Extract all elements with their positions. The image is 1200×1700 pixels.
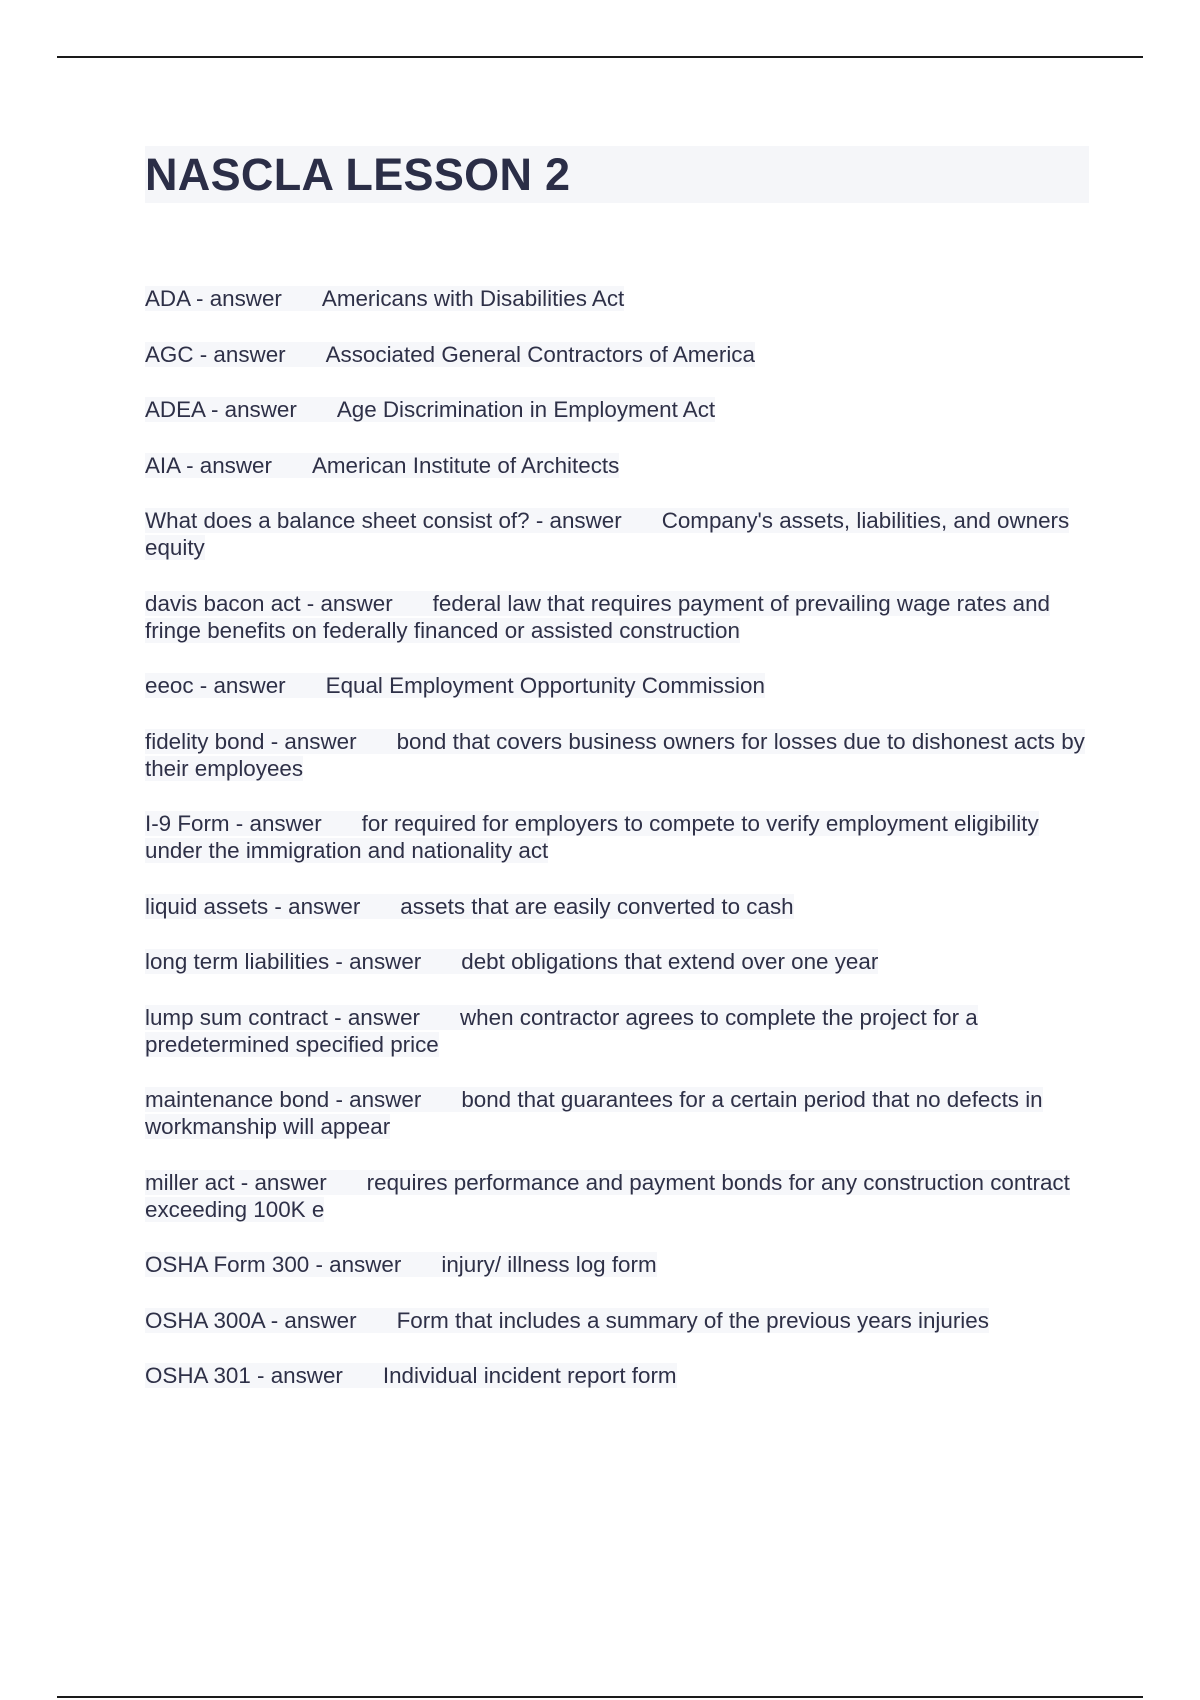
flashcard-list: [145, 285, 1089, 1389]
definition: Individual incident report form: [382, 1363, 677, 1388]
term: davis bacon act - answer: [145, 590, 393, 616]
definition: debt obligations that extend over one year: [461, 949, 879, 974]
definition: bond that guarantees for a certain period that no defects in workmanship will appear: [145, 1087, 1043, 1139]
term: AGC - answer: [145, 341, 286, 367]
term: miller act - answer: [145, 1169, 327, 1195]
list-item: [145, 728, 1089, 782]
list-item: [145, 810, 1089, 864]
definition: Equal Employment Opportunity Commission: [325, 673, 765, 698]
list-item: [145, 341, 1089, 368]
bottom-divider: [57, 1696, 1143, 1698]
definition: assets that are easily converted to cash: [400, 893, 794, 919]
document-body: [145, 146, 1089, 1418]
top-divider: [57, 56, 1143, 58]
list-item: [145, 1307, 1089, 1334]
page-title: NASCLA LESSON 2: [145, 148, 571, 200]
term: OSHA 300A - answer: [145, 1307, 357, 1333]
term: AIA - answer: [145, 452, 272, 478]
definition: Age Discrimination in Employment Act: [336, 397, 716, 422]
list-item: [145, 948, 1089, 975]
definition: injury/ illness log form: [441, 1252, 657, 1277]
title-band: [145, 146, 1089, 203]
list-item: [145, 1362, 1089, 1389]
definition: when contractor agrees to complete the project for a predetermined specified price: [145, 1004, 978, 1057]
list-item: [145, 396, 1089, 423]
definition: requires performance and payment bonds for any construction contract exceeding 100K e: [145, 1169, 1070, 1222]
term: I-9 Form - answer: [145, 811, 322, 836]
term: What does a balance sheet consist of? - answer: [145, 508, 622, 533]
list-item: [145, 590, 1089, 644]
definition: for required for employers to compete to verify employment eligibility under the immigration and nationality act: [145, 811, 1039, 863]
term: liquid assets - answer: [145, 893, 361, 919]
definition: bond that covers business owners for losses due to dishonest acts by their employees: [145, 728, 1085, 781]
term: eeoc - answer: [145, 673, 286, 698]
term: long term liabilities - answer: [145, 949, 422, 974]
list-item: [145, 672, 1089, 699]
definition: Company's assets, liabilities, and owners equity: [145, 508, 1070, 560]
list-item: [145, 1169, 1089, 1223]
term: fidelity bond - answer: [145, 728, 357, 754]
definition: Americans with Disabilities Act: [321, 286, 625, 311]
list-item: [145, 893, 1089, 920]
definition: Form that includes a summary of the previous years injuries: [396, 1307, 989, 1333]
term: OSHA 301 - answer: [145, 1363, 343, 1388]
definition: Associated General Contractors of America: [325, 341, 755, 367]
term: lump sum contract - answer: [145, 1004, 420, 1030]
list-item: [145, 1004, 1089, 1058]
list-item: [145, 507, 1089, 561]
term: ADA - answer: [145, 286, 282, 311]
term: OSHA Form 300 - answer: [145, 1252, 402, 1277]
term: maintenance bond - answer: [145, 1087, 422, 1112]
list-item: [145, 1086, 1089, 1140]
list-item: [145, 452, 1089, 479]
list-item: [145, 1251, 1089, 1278]
definition: American Institute of Architects: [311, 452, 620, 478]
definition: federal law that requires payment of prevailing wage rates and fringe benefits on federally financed or assisted construction: [145, 590, 1051, 643]
term: ADEA - answer: [145, 397, 297, 422]
list-item: [145, 285, 1089, 312]
